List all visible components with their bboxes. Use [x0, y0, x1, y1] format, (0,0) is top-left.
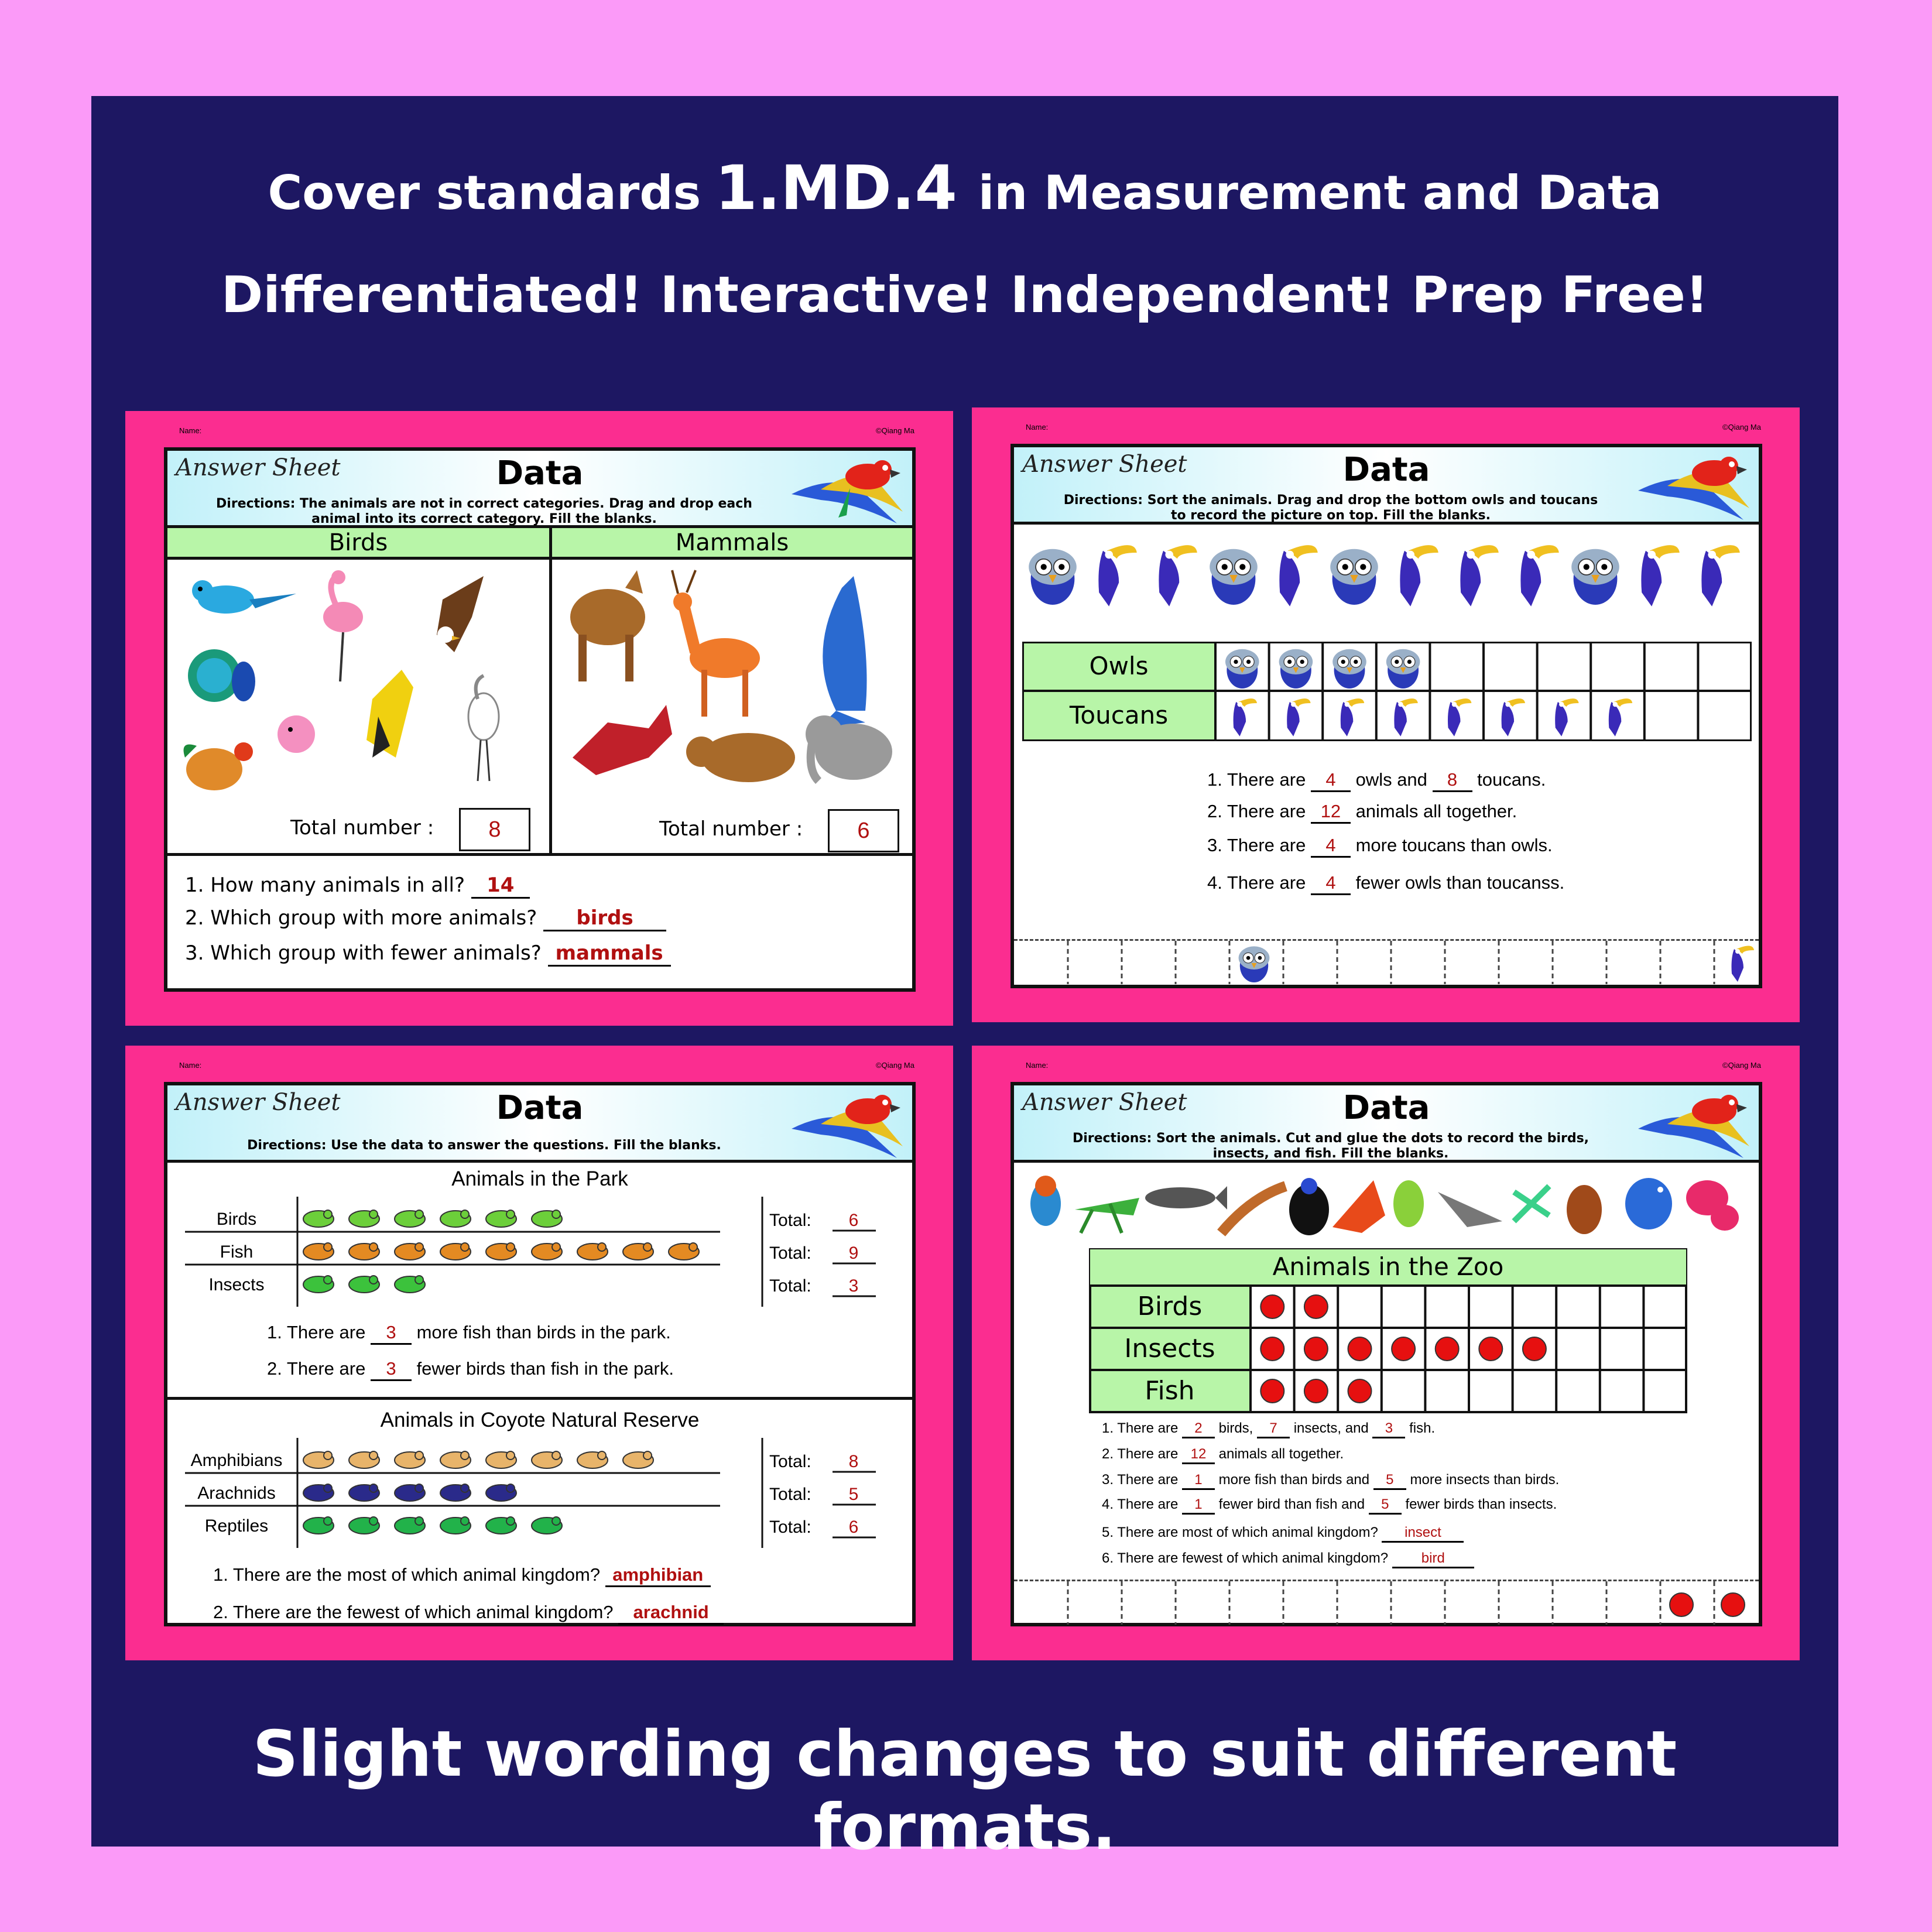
pink-chick-icon [278, 715, 315, 753]
answer-sheet-label: Answer Sheet [1022, 1089, 1187, 1116]
eagle-icon [437, 576, 484, 652]
red-dot[interactable] [1436, 1337, 1459, 1361]
spider-icon [303, 1484, 334, 1501]
name-label: Name: [1026, 1061, 1049, 1070]
blank-more[interactable]: 4 [1311, 835, 1351, 858]
toucan-icon [1279, 545, 1317, 607]
features-heading: Differentiated! Interactive! Independent! Prep Free! [221, 266, 1709, 324]
answer-2[interactable]: birds [543, 906, 666, 931]
statement-1: 1. There are 4 owls and 8 toucans. [1207, 769, 1546, 792]
worksheet-title: Data [496, 1089, 584, 1127]
frog-icon [486, 1451, 516, 1468]
copyright-label: ©Qiang Ma [1722, 423, 1761, 431]
red-dot[interactable] [1670, 1593, 1693, 1616]
red-dot[interactable] [1348, 1337, 1372, 1361]
spider-icon [349, 1484, 379, 1501]
worksheet-preview-pictographs [125, 1046, 953, 1660]
question-3: 3. Which group with fewer animals? mammals [185, 941, 671, 967]
toucan-icon[interactable] [1732, 946, 1755, 982]
footer-note: Slight wording changes to suit different formats. [252, 1718, 1677, 1864]
answer-fewest[interactable]: arachnid [618, 1602, 724, 1625]
total-label: Total: [769, 1485, 811, 1504]
blank-fewer-birds[interactable]: 3 [371, 1358, 412, 1381]
owl-icon[interactable] [1279, 649, 1313, 688]
promo-banner [91, 96, 1838, 1864]
fish-icon [1145, 1186, 1227, 1210]
worksheet-body [1014, 525, 1759, 985]
fish-icon [349, 1243, 379, 1260]
zoo-statement-5: 5. There are most of which animal kingdom? insect [1102, 1525, 1464, 1543]
birds-column-header: Birds [167, 528, 549, 560]
total-label: Total: [769, 1244, 811, 1263]
zoo-statement-3: 3. There are 1 more fish than birds and 5 more insects than birds. [1102, 1472, 1559, 1490]
frog-icon [303, 1451, 334, 1468]
toucan-icon [1520, 545, 1558, 607]
blue-bird-icon [192, 580, 296, 614]
total-value[interactable]: 9 [848, 1244, 859, 1263]
parrot-icon [349, 1210, 379, 1227]
statement-3: 3. There are 4 more toucans than owls. [1207, 835, 1553, 858]
macaw-icon [786, 453, 909, 526]
worksheet-header [167, 1085, 912, 1163]
directions: Directions: Use the data to answer the questions. Fill the blanks. [247, 1138, 721, 1153]
reserve-question-2: 2. There are the fewest of which animal kingdom? arachnid [213, 1602, 724, 1625]
answer-sheet-label: Answer Sheet [176, 1089, 341, 1116]
grasshopper-icon [1075, 1198, 1139, 1233]
mammals-total-label: Total number : [659, 817, 803, 841]
answer-sheet-label: Answer Sheet [1022, 451, 1187, 478]
spider-icon [440, 1484, 471, 1501]
rooster-icon [184, 742, 254, 790]
red-dot[interactable] [1721, 1593, 1745, 1616]
toucan-icon [1098, 545, 1136, 607]
worksheet-title: Data [496, 454, 584, 492]
row-label: Birds [216, 1210, 257, 1229]
standard-code: 1.MD.4 [715, 152, 957, 224]
answer-sheet-label: Answer Sheet [176, 454, 341, 481]
frog-icon [532, 1451, 562, 1468]
total-value[interactable]: 3 [848, 1276, 859, 1296]
elephant-icon [806, 715, 892, 781]
directions: Directions: The animals are not in correct categories. Drag and drop each animal into its correct category. Fill the blanks. [216, 496, 752, 526]
toucan-icon [1701, 545, 1739, 607]
question-2: 2. Which group with more animals? birds [185, 906, 666, 931]
red-dot[interactable] [1260, 1337, 1284, 1361]
row-label: Amphibians [190, 1451, 283, 1470]
blank-fewer-bird[interactable]: 1 [1182, 1496, 1215, 1515]
blank-birds[interactable]: 2 [1182, 1420, 1215, 1438]
worksheet-body [1014, 1163, 1759, 1623]
lizard-icon [303, 1517, 334, 1534]
toucan-icon[interactable] [1234, 698, 1257, 737]
worksheet-preview-zoo-grid [972, 1046, 1800, 1660]
birds-group [179, 564, 542, 810]
red-dot[interactable] [1260, 1295, 1284, 1318]
mammals-group [561, 564, 906, 810]
row-label: Insects [1124, 1334, 1215, 1364]
red-dot[interactable] [1304, 1379, 1328, 1403]
birds-total-box[interactable]: 8 [459, 808, 530, 851]
total-label: Total: [769, 1276, 811, 1296]
blank-more-fish[interactable]: 3 [371, 1322, 412, 1345]
owl-icon[interactable] [1386, 649, 1420, 688]
red-dot[interactable] [1304, 1337, 1328, 1361]
toucan-icon[interactable] [1394, 698, 1417, 737]
total-value[interactable]: 6 [848, 1211, 859, 1230]
red-dot[interactable] [1523, 1337, 1546, 1361]
spider-icon [486, 1484, 516, 1501]
row-label: Birds [1137, 1292, 1203, 1321]
answer-most[interactable]: amphibian [605, 1564, 711, 1587]
blank-total[interactable]: 12 [1311, 801, 1351, 824]
toucan-icon[interactable] [1609, 698, 1632, 737]
whale-icon [818, 576, 867, 728]
owl-icon [1210, 549, 1258, 605]
toucan-icon [1159, 545, 1197, 607]
butterfly-icon [1686, 1180, 1739, 1231]
directions: Directions: Sort the animals. Cut and glue the dots to record the birds, insects, and fish. Fill the blanks. [1072, 1131, 1590, 1161]
parrot-icon [395, 1210, 425, 1227]
toucan-icon [1641, 545, 1679, 607]
toucan-icon [1400, 545, 1438, 607]
pictograph-reserve [167, 1433, 912, 1550]
frog-icon [577, 1451, 608, 1468]
blank-more-insects[interactable]: 5 [1373, 1472, 1406, 1490]
worksheet [164, 447, 916, 992]
name-label: Name: [179, 426, 202, 435]
blue-bird-icon [1625, 1178, 1672, 1229]
zoo-statement-1: 1. There are 2 birds, 7 insects, and 3 fish. [1102, 1420, 1435, 1438]
total-label: Total: [769, 1211, 811, 1230]
total-value[interactable]: 8 [848, 1452, 859, 1471]
row-label-owls: Owls [1089, 652, 1149, 680]
worksheet [164, 1082, 916, 1626]
row-label-toucans: Toucans [1069, 701, 1169, 729]
macaw-icon [786, 1088, 909, 1160]
toucan-icon[interactable] [1502, 698, 1525, 737]
blank-all[interactable]: 12 [1182, 1446, 1215, 1464]
fish-icon [395, 1243, 425, 1260]
mammals-total-box[interactable]: 6 [828, 809, 899, 852]
worksheet [1010, 1082, 1762, 1626]
phoenix-bird-icon [1332, 1180, 1385, 1233]
row-label: Reptiles [204, 1516, 269, 1536]
total-value[interactable]: 5 [848, 1485, 859, 1504]
cutout-strip [1014, 1580, 1759, 1623]
frog-icon [623, 1451, 653, 1468]
macaw-icon [1632, 450, 1755, 522]
total-value[interactable]: 6 [848, 1517, 859, 1537]
fish-icon [577, 1243, 608, 1260]
kingfisher-icon [1030, 1176, 1061, 1226]
horse-icon [573, 705, 672, 775]
aphid-icon [1393, 1180, 1424, 1227]
row-label: Insects [208, 1275, 265, 1294]
coyote-icon [570, 570, 645, 681]
frog-icon [440, 1451, 471, 1468]
red-dot[interactable] [1304, 1295, 1328, 1318]
lizard-icon [440, 1517, 471, 1534]
red-dot[interactable] [1479, 1337, 1502, 1361]
copyright-label: ©Qiang Ma [1722, 1061, 1761, 1070]
fish-icon [486, 1243, 516, 1260]
parrot-icon [440, 1210, 471, 1227]
worksheet-body [167, 1163, 912, 1623]
red-dot[interactable] [1260, 1379, 1284, 1403]
zoo-animals-row [1022, 1169, 1754, 1241]
row-label: Fish [1145, 1376, 1195, 1406]
worksheet-header [1014, 1085, 1759, 1163]
lizard-icon [395, 1517, 425, 1534]
worksheet-title: Data [1342, 1089, 1430, 1127]
red-dot[interactable] [1392, 1337, 1415, 1361]
parrot-icon [486, 1210, 516, 1227]
toucan-icon [1460, 545, 1498, 607]
frog-icon [395, 1451, 425, 1468]
animal-sequence [1022, 539, 1754, 608]
blank-insects[interactable]: 7 [1257, 1420, 1290, 1438]
heron-icon [468, 676, 499, 781]
toucan-icon[interactable] [1287, 698, 1310, 737]
worksheet [1010, 444, 1762, 988]
grid-title: Animals in the Zoo [1272, 1252, 1504, 1281]
owl-icon[interactable] [1332, 649, 1366, 688]
statement-2: 2. There are 12 animals all together. [1207, 801, 1517, 824]
parrot-icon [303, 1210, 334, 1227]
name-label: Name: [1026, 423, 1049, 431]
copyright-label: ©Qiang Ma [876, 426, 914, 435]
owl-icon [1330, 549, 1378, 605]
owl-icon[interactable] [1225, 649, 1259, 688]
worksheet-body [167, 528, 912, 988]
cockroach-icon [1567, 1185, 1602, 1234]
grasshopper-icon [303, 1276, 334, 1293]
chart-1-title: Animals in the Park [451, 1167, 628, 1190]
name-label: Name: [179, 1061, 202, 1070]
pictograph-grid [1022, 642, 1752, 741]
blank-more-fish[interactable]: 1 [1182, 1472, 1215, 1490]
dragonfly-icon [1514, 1186, 1549, 1221]
zoo-statement-2: 2. There are 12 animals all together. [1102, 1446, 1344, 1464]
owl-icon [1029, 549, 1077, 605]
answer-most[interactable]: insect [1382, 1525, 1464, 1543]
park-statement-2: 2. There are 3 fewer birds than fish in the park. [267, 1358, 674, 1381]
zoo-statement-6: 6. There are fewest of which animal kingdom? bird [1102, 1550, 1474, 1568]
red-dot[interactable] [1348, 1379, 1372, 1403]
answer-1[interactable]: 14 [471, 873, 530, 899]
chart-2-title: Animals in Coyote Natural Reserve [380, 1409, 700, 1431]
row-label: Arachnids [197, 1484, 276, 1503]
reserve-question-1: 1. There are the most of which animal kingdom? amphibian [213, 1564, 711, 1587]
grasshopper-icon [395, 1276, 425, 1293]
oriole-icon [366, 670, 413, 758]
toucan-icon[interactable] [1448, 698, 1471, 737]
spider-icon [395, 1484, 425, 1501]
lizard-icon [532, 1517, 562, 1534]
statement-4: 4. There are 4 fewer owls than toucanss. [1207, 872, 1564, 895]
peacock-icon [188, 649, 255, 702]
zoo-dot-grid [1089, 1248, 1687, 1416]
macaw-icon [1632, 1088, 1755, 1160]
zoo-statement-4: 4. There are 1 fewer bird than fish and 5 fewer birds than insects. [1102, 1496, 1557, 1515]
total-label: Total: [769, 1452, 811, 1471]
toucan-icon[interactable] [1555, 698, 1578, 737]
blank-fewer-birds[interactable]: 5 [1369, 1496, 1402, 1515]
question-1: 1. How many animals in all? 14 [185, 873, 530, 899]
shark-icon [1438, 1192, 1502, 1227]
total-label: Total: [769, 1517, 811, 1537]
worksheet-header [1014, 447, 1759, 525]
grasshopper-icon [349, 1276, 379, 1293]
owl-icon [1571, 549, 1619, 605]
blank-owls[interactable]: 4 [1311, 769, 1351, 792]
pictograph-park [167, 1192, 912, 1309]
fish-icon [303, 1243, 334, 1260]
birds-total-label: Total number : [290, 816, 434, 840]
row-label: Fish [220, 1242, 254, 1262]
toucan-icon[interactable] [1341, 698, 1364, 737]
lizard-icon [486, 1517, 516, 1534]
directions: Directions: Sort the animals. Drag and drop the bottom owls and toucans to record the picture on top. Fill the blanks. [1063, 493, 1598, 523]
fish-icon [623, 1243, 653, 1260]
fish-icon [532, 1243, 562, 1260]
park-statement-1: 1. There are 3 more fish than birds in the park. [267, 1322, 671, 1345]
worksheet-header [167, 451, 912, 528]
standards-heading: Cover standards 1.MD.4 in Measurement and Data [268, 152, 1662, 224]
copyright-label: ©Qiang Ma [876, 1061, 914, 1070]
lizard-icon [349, 1517, 379, 1534]
worksheet-preview-owls-toucans [972, 407, 1800, 1022]
beetle-icon [1289, 1178, 1329, 1235]
deer-icon [672, 570, 760, 717]
mammals-column-header: Mammals [552, 528, 912, 560]
worksheet-preview-birds-mammals [125, 411, 953, 1026]
bear-icon [686, 733, 795, 782]
fish-icon [440, 1243, 471, 1260]
blank-toucans[interactable]: 8 [1433, 769, 1472, 792]
fish-icon [669, 1243, 699, 1260]
flamingo-icon [323, 570, 363, 681]
centipede-icon [1221, 1186, 1286, 1233]
blank-fewer[interactable]: 4 [1311, 872, 1351, 895]
cutout-strip [1014, 939, 1759, 985]
answer-3[interactable]: mammals [548, 941, 671, 967]
blank-fish[interactable]: 3 [1372, 1420, 1405, 1438]
frog-icon [349, 1451, 379, 1468]
worksheet-title: Data [1342, 451, 1430, 489]
owl-icon[interactable] [1239, 946, 1270, 982]
parrot-icon [532, 1210, 562, 1227]
answer-fewest[interactable]: bird [1392, 1550, 1474, 1568]
